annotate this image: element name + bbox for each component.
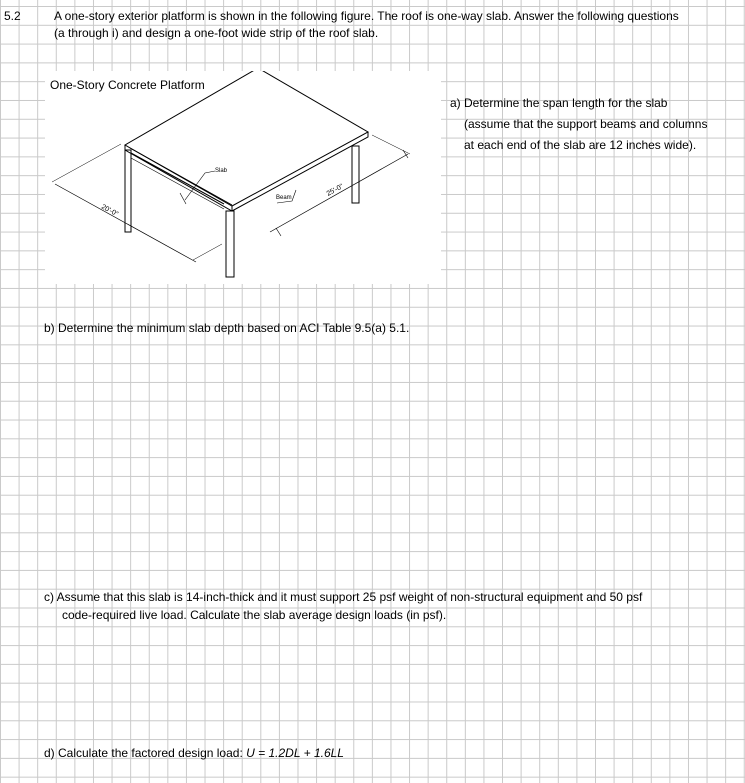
question-a-line-2: (assume that the support beams and columns xyxy=(464,117,708,131)
dimension-short-label: 20'-0" xyxy=(100,203,120,219)
question-c-line-1: c) Assume that this slab is 14-inch-thick and it must support 25 psf weight of non-structural equipment and 50 psf xyxy=(44,590,643,604)
slab-label: Slab xyxy=(215,168,228,174)
question-a-line-3: at each end of the slab are 12 inches wide). xyxy=(464,138,697,152)
dimension-long-label: 25'-0" xyxy=(325,183,345,198)
question-a-line-1: a) Determine the span length for the slab xyxy=(450,96,668,110)
problem-number: 5.2 xyxy=(4,9,21,23)
problem-intro-line-2: (a through i) and design a one-foot wide strip of the roof slab. xyxy=(54,26,379,40)
platform-figure xyxy=(45,71,441,284)
column-right xyxy=(352,146,359,203)
problem-intro-line-1: A one-story exterior platform is shown in the following figure. The roof is one-way slab. Answer the following questions xyxy=(54,9,679,23)
roof-slab-edge xyxy=(125,132,368,211)
beam-label: Beam xyxy=(276,195,292,201)
column-front xyxy=(226,211,234,277)
platform-drawing xyxy=(45,71,441,284)
column-left xyxy=(125,150,131,232)
question-d xyxy=(44,745,344,762)
question-b: b) Determine the minimum slab depth based on ACI Table 9.5(a) 5.1. xyxy=(44,321,410,335)
factored-load-formula: U = 1.2DL + 1.6LL xyxy=(246,746,344,760)
question-d-text: d) Calculate the factored design load: xyxy=(44,746,247,760)
figure-title: One-Story Concrete Platform xyxy=(50,78,205,92)
question-c-line-2: code-required live load. Calculate the slab average design loads (in psf). xyxy=(62,608,447,622)
